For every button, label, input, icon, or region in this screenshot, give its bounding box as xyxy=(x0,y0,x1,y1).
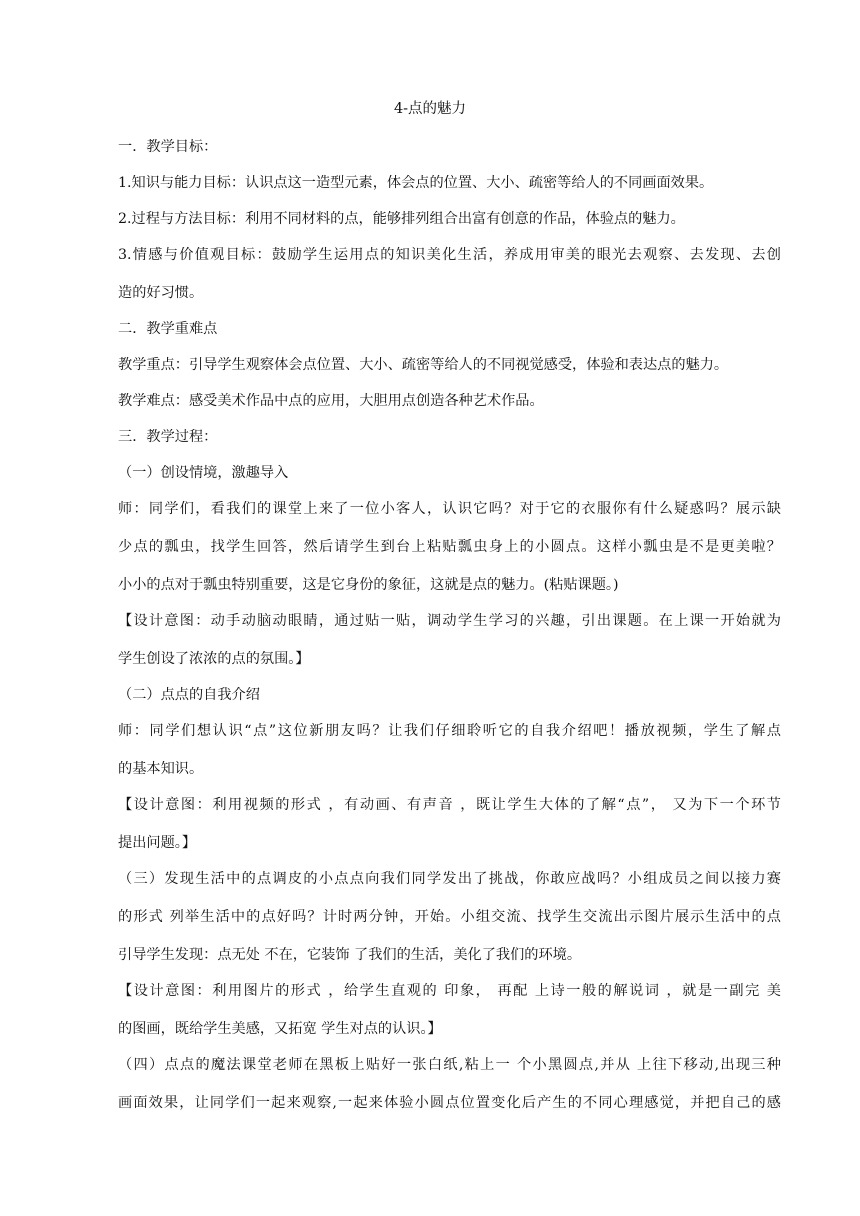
text-line: 的图画，既给学生美感，又拓宽 学生对点的认识。】 xyxy=(118,1021,442,1037)
text-line: （四）点点的魔法课堂老师在黑板上贴好一张白纸,粘上一 个小黑圆点,并从 上往下移动,出现三种 xyxy=(118,1057,781,1073)
text-line: 提出问题。】 xyxy=(118,835,197,851)
text-line: 师：同学们想认识“点”这位新朋友吗？让我们仔细聆听它的自我介绍吧！播放视频，学生了解点 xyxy=(118,723,781,739)
text-line: 【设计意图：利用视频的形式 ，有动画、有声音 ，既让学生大体的了解“点”， 又为下一个环节 xyxy=(118,797,781,813)
document-title: 4-点的魅力 xyxy=(393,101,467,117)
text-line: 【设计意图：动手动脑动眼睛，通过贴一贴，调动学生学习的兴趣，引出课题。在上课一开始就为 xyxy=(118,613,781,629)
text-line: 2.过程与方法目标：利用不同材料的点，能够排列组合出富有创意的作品，体验点的魅力。 xyxy=(118,211,685,227)
text-line: 3.情感与价值观目标：鼓励学生运用点的知识美化生活，养成用审美的眼光去观察、去发现、去创 xyxy=(118,247,781,263)
text-line: 三．教学过程： xyxy=(118,429,218,445)
text-line: 1.知识与能力目标：认识点这一造型元素，体会点的位置、大小、疏密等给人的不同画面效果。 xyxy=(118,175,714,191)
text-line: 引导学生发现：点无处 不在，它装饰 了我们的生活，美化了我们的环境。 xyxy=(118,947,582,963)
text-line: 学生创设了浓浓的点的氛围。】 xyxy=(118,651,310,667)
text-line: 的基本知识。 xyxy=(118,761,204,777)
text-line: 教学难点：感受美术作品中点的应用，大胆用点创造各种艺术作品。 xyxy=(118,393,544,409)
text-line: （一）创设情境，激趣导入 xyxy=(118,465,289,481)
text-line: 造的好习惯。 xyxy=(118,285,204,301)
text-line: 画面效果，让同学们一起来观察,一起来体验小圆点位置变化后产生的不同心理感觉，并把自己的感 xyxy=(118,1095,781,1111)
text-line: 一．教学目标： xyxy=(118,139,218,155)
text-line: 二．教学重难点 xyxy=(118,321,218,337)
text-line: 小小的点对于瓢虫特别重要，这是它身份的象征，这就是点的魅力。(粘贴课题。) xyxy=(118,577,619,593)
text-line: （二）点点的自我介绍 xyxy=(118,687,260,703)
text-line: 的形式 列举生活中的点好吗？计时两分钟，开始。小组交流、找学生交流出示图片展示生活中的点 xyxy=(118,909,781,925)
text-line: 教学重点：引导学生观察体会点位置、大小、疏密等给人的不同视觉感受，体验和表达点的魅力。 xyxy=(118,357,729,373)
text-line: （三）发现生活中的点调皮的小点点向我们同学发出了挑战，你敢应战吗？小组成员之间以接力赛 xyxy=(118,871,781,887)
document-body xyxy=(118,137,781,1131)
text-line: 【设计意图：利用图片的形式 ，给学生直观的 印象， 再配 上诗一般的解说词 ，就是一副完 美 xyxy=(118,983,781,999)
text-line: 师：同学们，看我们的课堂上来了一位小客人，认识它吗？对于它的衣服你有什么疑惑吗？展示缺 xyxy=(118,501,781,517)
text-line: 少点的瓢虫，找学生回答，然后请学生到台上粘贴瓢虫身上的小圆点。这样小瓢虫是不是更美啦？ xyxy=(118,539,781,555)
